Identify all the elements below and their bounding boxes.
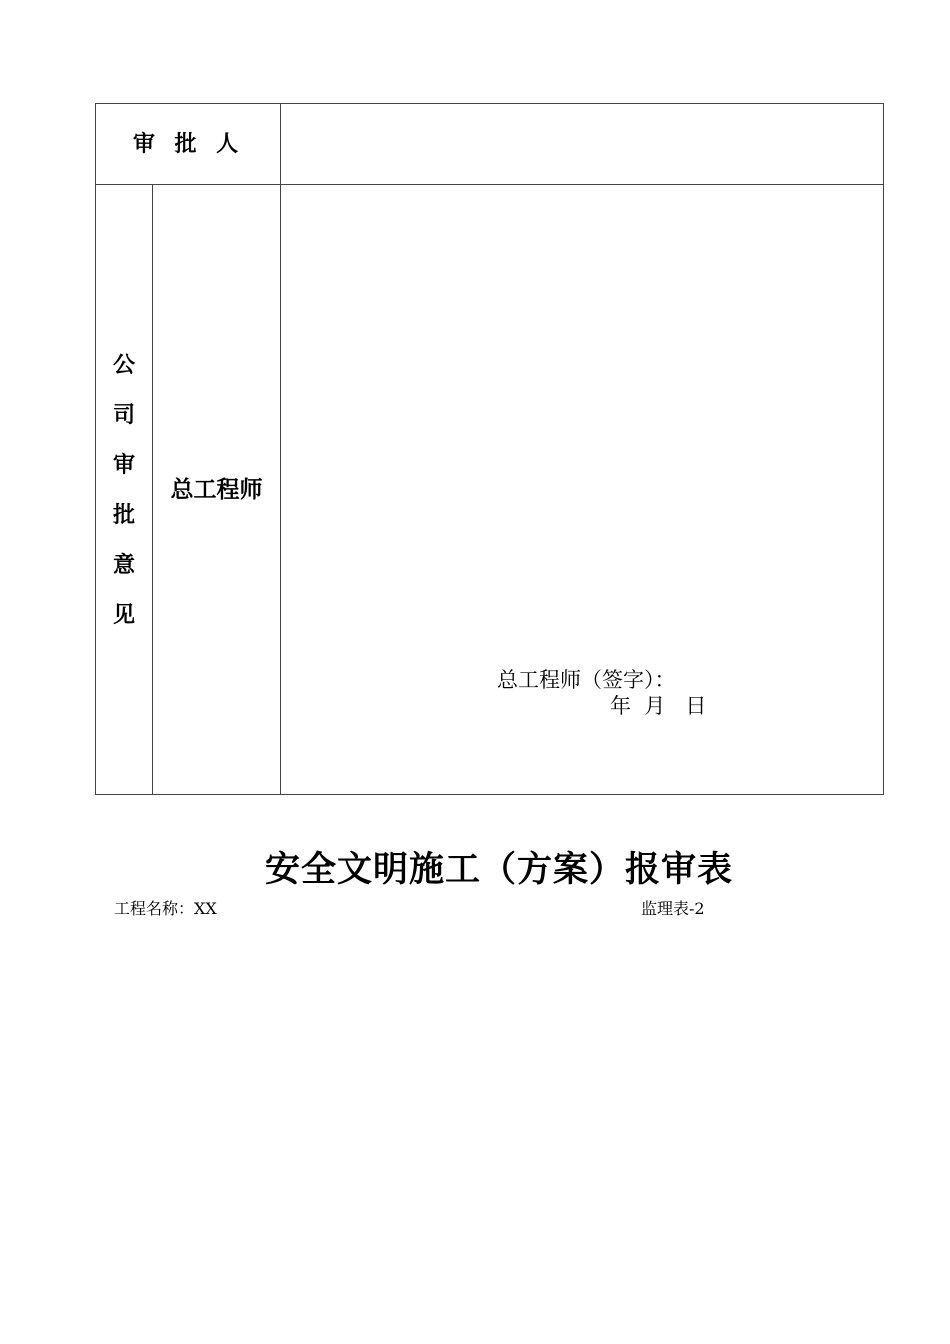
company-opinion-label: [96, 185, 152, 796]
company-opinion-char: 审: [112, 452, 135, 478]
chief-engineer-label-text: 总工程师: [170, 477, 263, 503]
approver-label: [96, 104, 281, 185]
company-opinion-char: 司: [112, 402, 135, 428]
approval-form-table: [95, 103, 884, 795]
form-number: 监理表-2: [641, 899, 705, 918]
company-opinion-char: 意: [112, 552, 135, 578]
project-name: 工程名称：XX: [114, 899, 217, 918]
company-opinion-char: 公: [112, 352, 135, 378]
date-label: 年 月 日: [610, 694, 707, 718]
signature-label: 总工程师（签字）：: [497, 668, 676, 692]
company-opinion-char: 见: [112, 602, 135, 628]
document-title: 安全文明施工（方案）报审表: [264, 850, 733, 890]
approver-label-text: 审 批 人: [132, 131, 245, 157]
company-opinion-char: 批: [112, 502, 135, 528]
chief-engineer-label: [152, 185, 281, 796]
